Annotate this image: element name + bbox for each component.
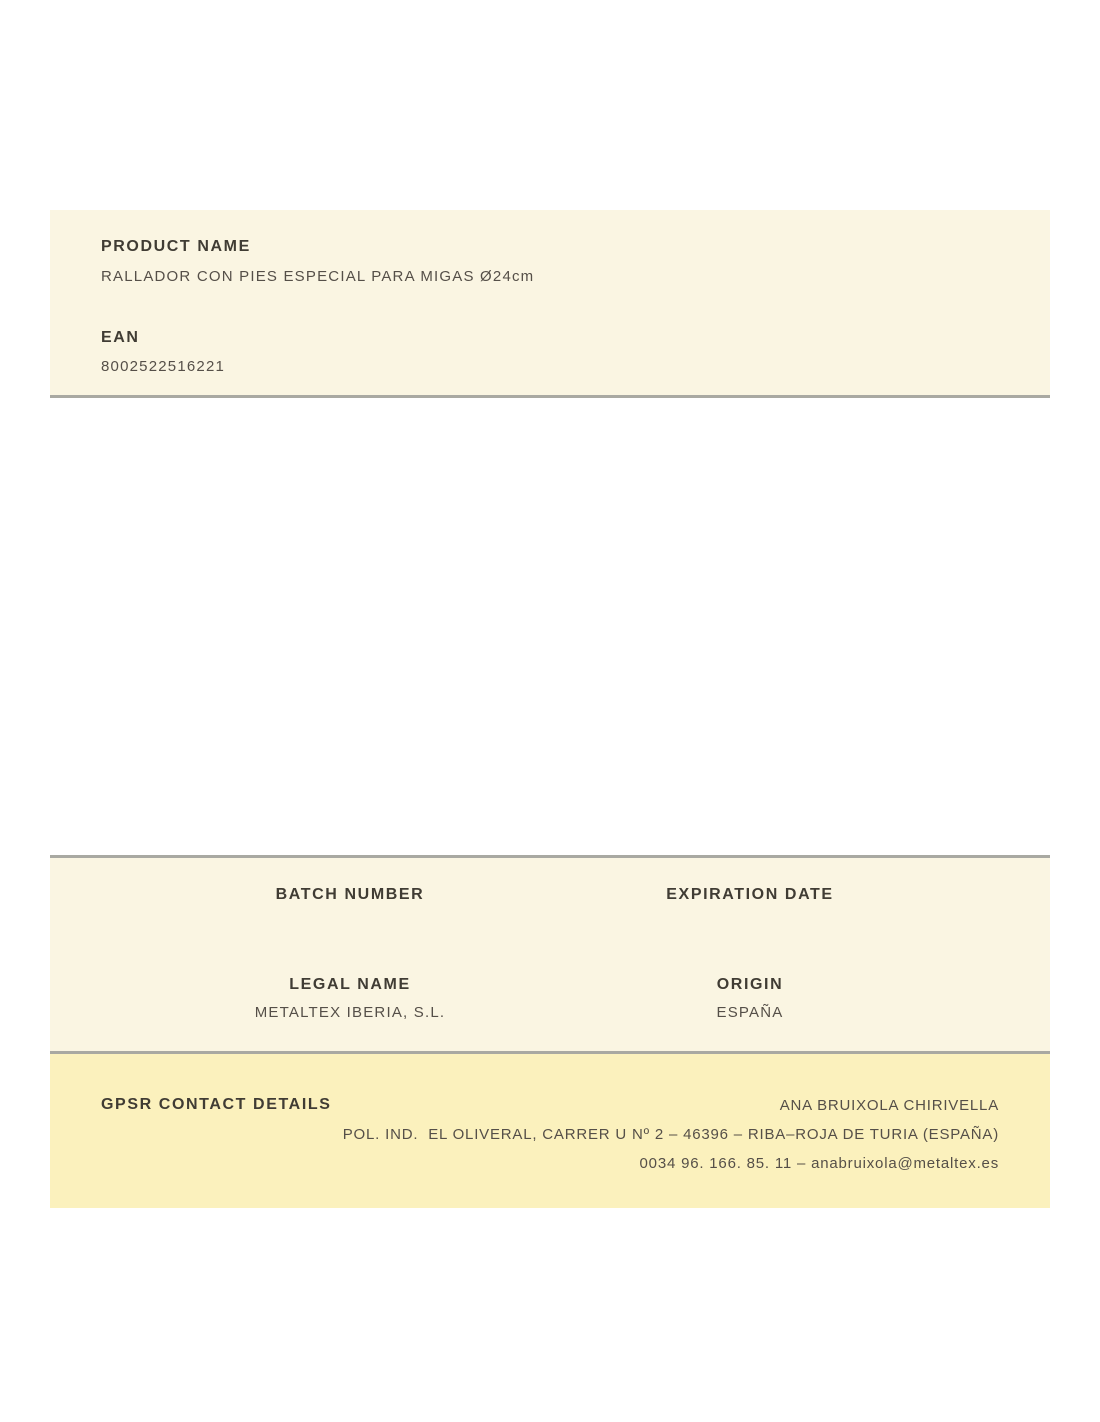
gpsr-contact-phone-email: 0034 96. 166. 85. 11 – anabruixola@metaltex.es [639, 1155, 999, 1172]
batch-number-label: BATCH NUMBER [275, 886, 425, 903]
gpsr-section [50, 1054, 1050, 1208]
expiration-date-cell [550, 886, 950, 904]
ean-label: EAN [101, 329, 140, 346]
legal-name-label: LEGAL NAME [289, 976, 411, 993]
legal-origin-label-row [150, 976, 950, 994]
expiration-date-label: EXPIRATION DATE [666, 886, 834, 903]
batch-expiration-row [150, 886, 950, 904]
batch-number-cell [150, 886, 550, 904]
gpsr-contact-block [343, 1096, 999, 1183]
legal-name-value: METALTEX IBERIA, S.L. [254, 1004, 446, 1021]
ean-value: 8002522516221 [101, 358, 226, 375]
batch-section [50, 855, 1050, 1054]
product-name-value: RALLADOR CON PIES ESPECIAL PARA MIGAS Ø24cm [101, 268, 535, 285]
origin-label: ORIGIN [716, 976, 784, 993]
product-name-label: PRODUCT NAME [101, 238, 251, 255]
legal-origin-value-row [150, 1004, 950, 1022]
origin-value: ESPAÑA [716, 1004, 784, 1021]
gpsr-contact-details-label: GPSR CONTACT DETAILS [101, 1096, 332, 1113]
product-section [50, 210, 1050, 398]
gpsr-contact-name: ANA BRUIXOLA CHIRIVELLA [779, 1097, 999, 1114]
gpsr-contact-address: POL. IND. EL OLIVERAL, CARRER U Nº 2 – 46396 – RIBA–ROJA DE TURIA (ESPAÑA) [342, 1126, 999, 1143]
origin-cell [550, 976, 950, 994]
legal-name-cell [150, 976, 550, 994]
legal-name-value-cell [150, 1004, 550, 1022]
origin-value-cell [550, 1004, 950, 1022]
